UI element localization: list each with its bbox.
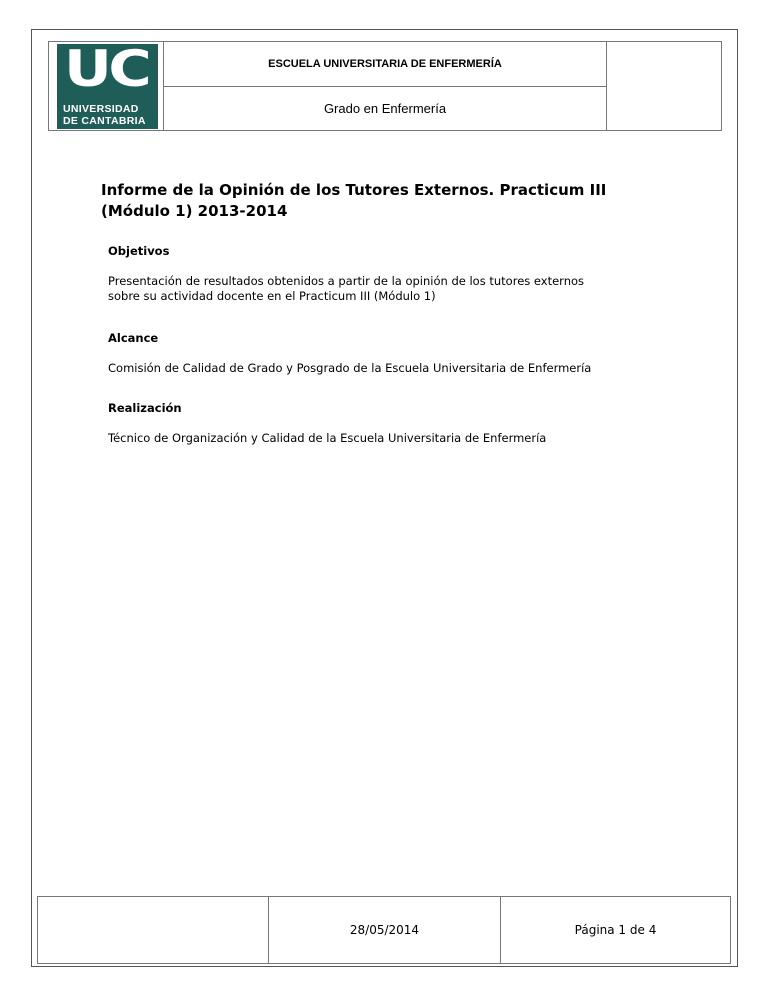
school-name: ESCUELA UNIVERSITARIA DE ENFERMERÍA [268,58,502,70]
document-title [101,180,661,222]
university-logo [57,40,158,129]
logo-mark: UC [64,40,149,98]
logo-text-line2: DE CANTABRIA [63,115,146,127]
section-text-realizacion [108,431,688,446]
document-title-line1: Informe de la Opinión de los Tutores Externos. Practicum III [101,181,607,199]
page-number: Página 1 de 4 [574,923,657,937]
section-text-line: Técnico de Organización y Calidad de la Escuela Universitaria de Enfermería [108,431,547,445]
document-header [48,41,722,131]
document-footer [37,896,731,964]
section-heading-alcance: Alcance [108,331,159,345]
section-text-line: sobre su actividad docente en el Practicum III (Módulo 1) [108,289,436,303]
section-text-line: Comisión de Calidad de Grado y Posgrado de la Escuela Universitaria de Enfermería [108,361,592,375]
section-heading-objetivos: Objetivos [108,244,170,258]
page-frame [31,29,738,967]
document-title-line2: (Módulo 1) 2013-2014 [101,202,288,220]
section-text-objetivos [108,274,688,304]
section-text-line: Presentación de resultados obtenidos a partir de la opinión de los tutores externos [108,274,585,288]
section-heading-realizacion: Realización [108,401,182,415]
footer-date: 28/05/2014 [349,923,420,937]
logo-text-line1: UNIVERSIDAD [63,103,139,115]
section-text-alcance [108,361,688,376]
degree-name: Grado en Enfermería [323,101,447,116]
